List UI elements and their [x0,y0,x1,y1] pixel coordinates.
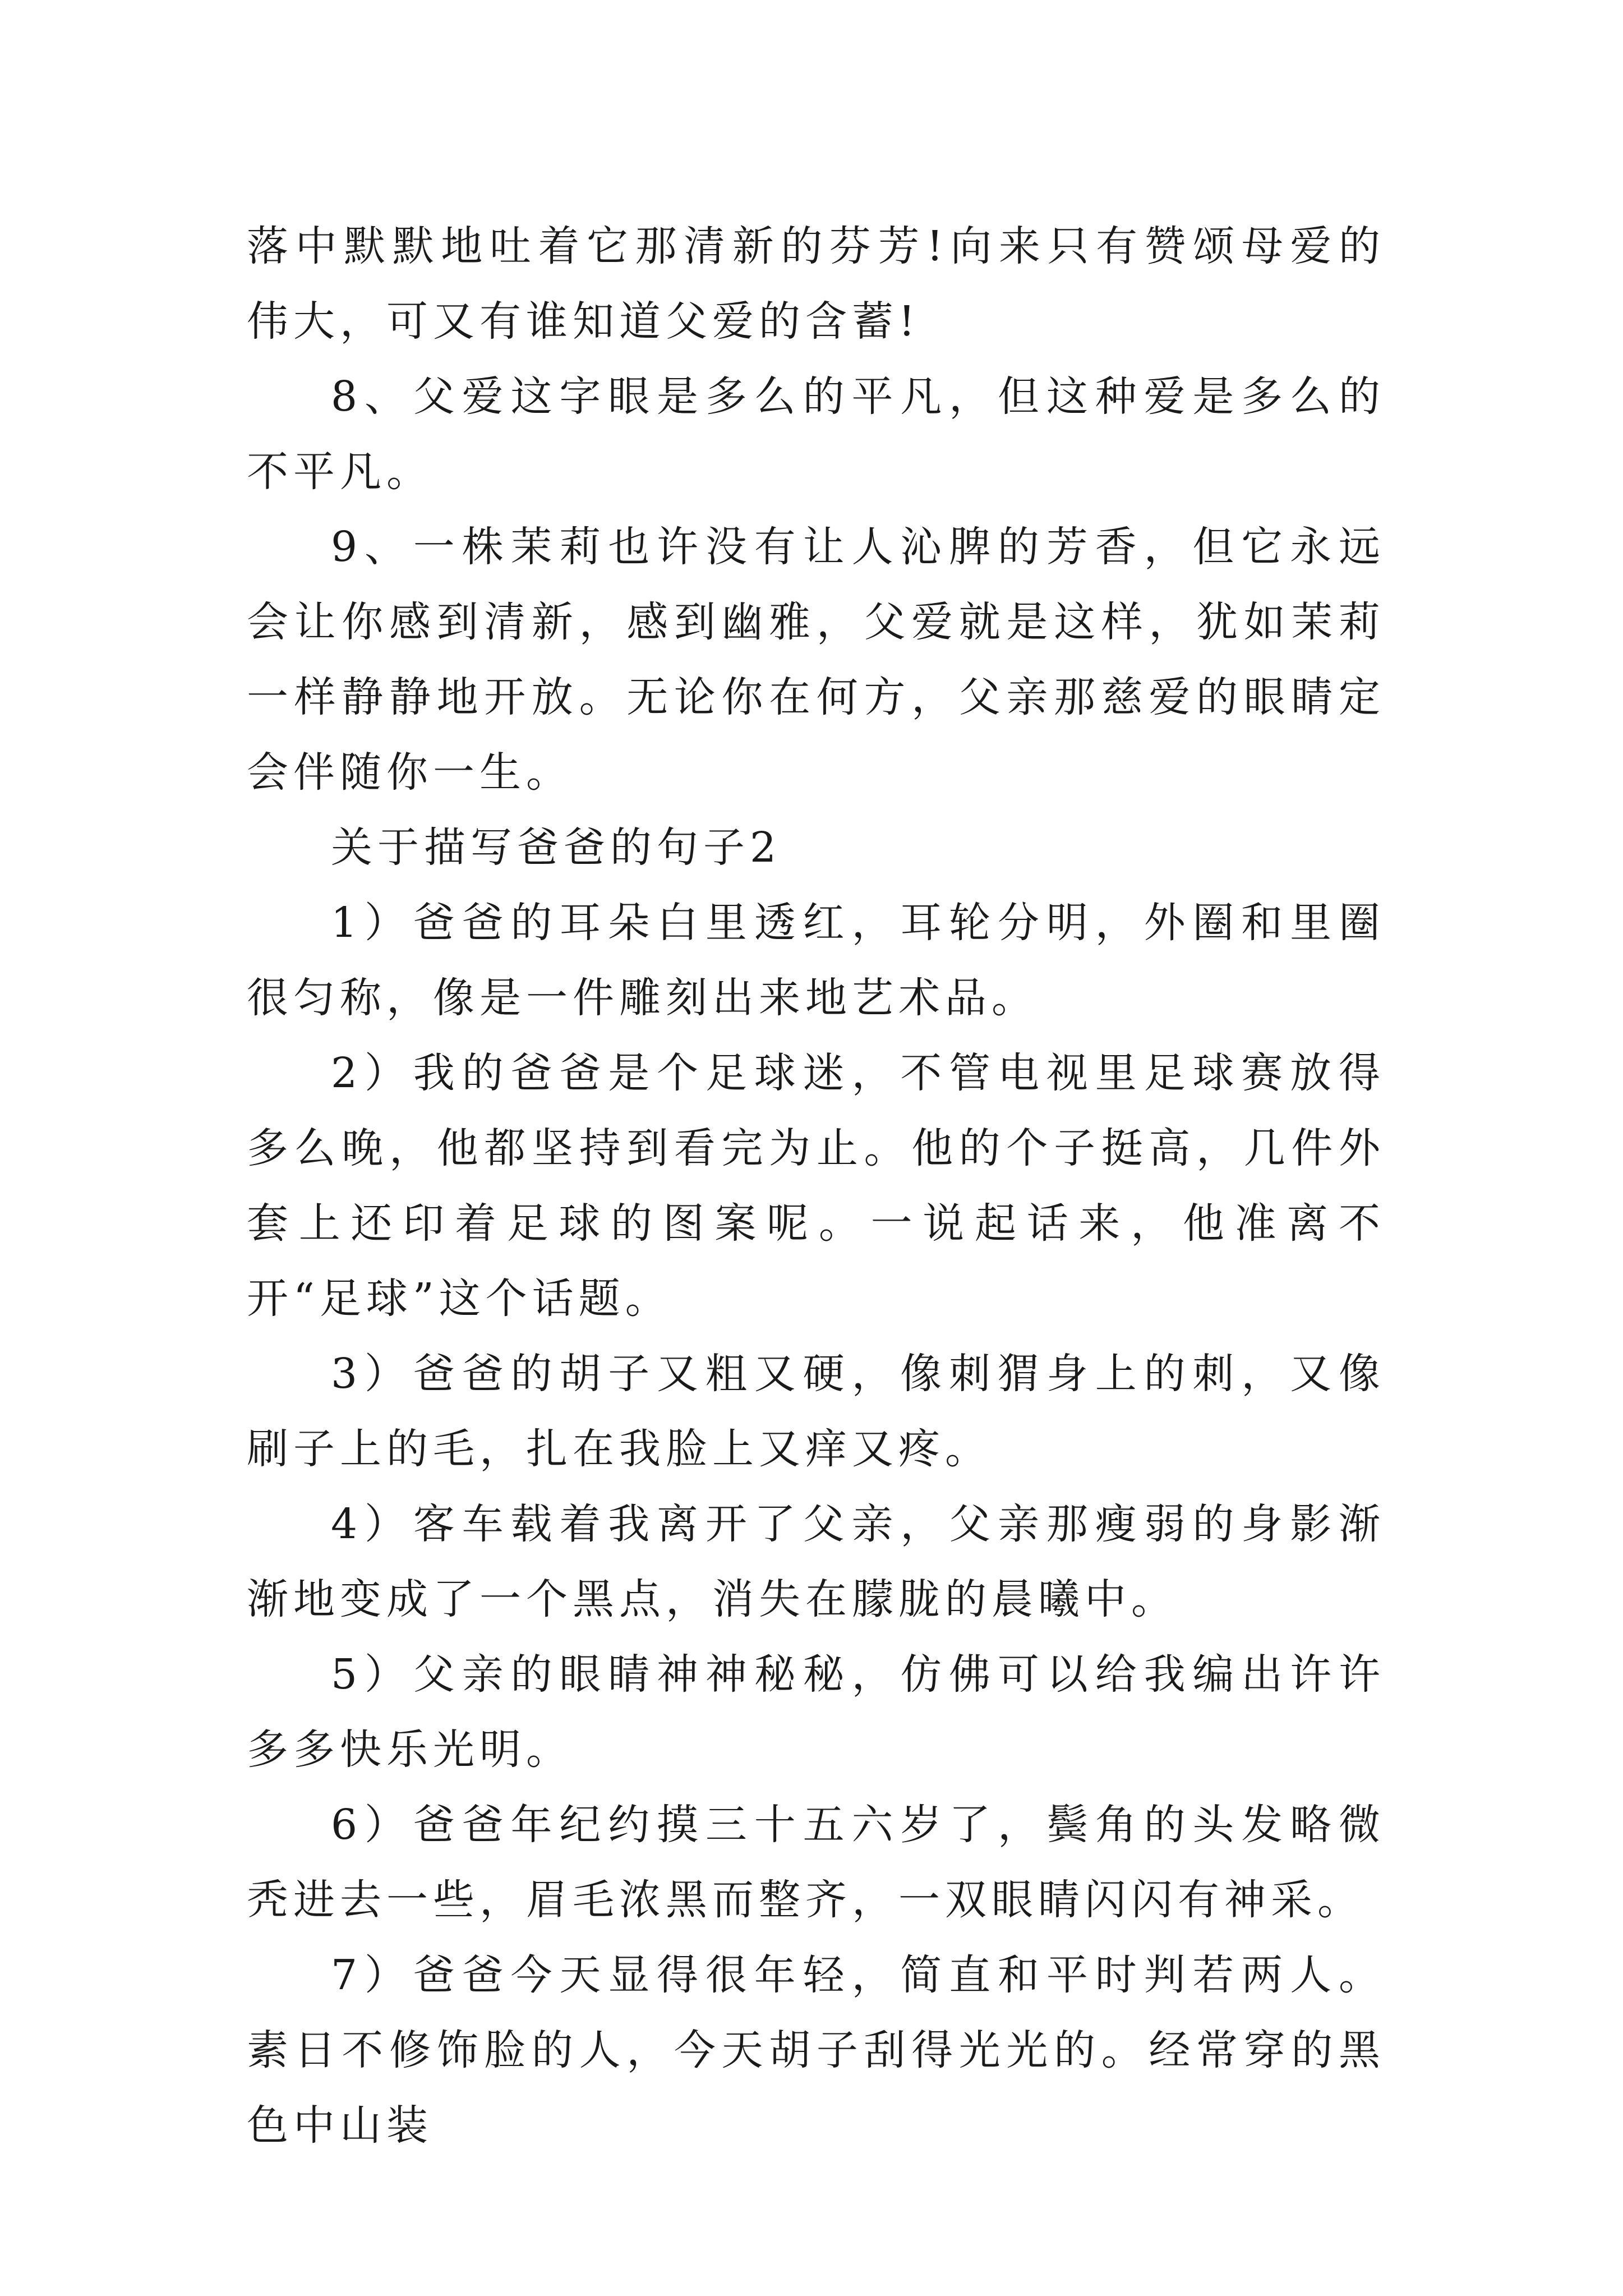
paragraph-item-9: 9、一株茉莉也许没有让人沁脾的芳香，但它永远会让你感到清新，感到幽雅，父爱就是这样，犹如茉莉一样静静地开放。无论你在何方，父亲那慈爱的眼睛定会伴随你一生。 [247,523,1385,797]
paragraph-sentence-6: 6）爸爸年纪约摸三十五六岁了，鬓角的头发略微秃进去一些，眉毛浓黑而整齐，一双眼睛闪闪有神采。 [247,1801,1385,1924]
paragraph-sentence-1: 1）爸爸的耳朵白里透红，耳轮分明，外圈和里圈很匀称，像是一件雕刻出来地艺术品。 [247,899,1385,1022]
paragraph-continuation: 落中默默地吐着它那清新的芬芳!向来只有赞颂母爱的伟大，可又有谁知道父爱的含蓄! [247,222,1385,346]
paragraph-item-8: 8、父爱这字眼是多么的平凡，但这种爱是多么的不平凡。 [247,372,1385,496]
paragraph-sentence-3: 3）爸爸的胡子又粗又硬，像刺猬身上的刺，又像刷子上的毛，扎在我脸上又痒又疼。 [247,1350,1385,1473]
section-heading: 关于描写爸爸的句子2 [331,823,782,872]
paragraph-sentence-5: 5）父亲的眼睛神神秘秘，仿佛可以给我编出许许多多快乐光明。 [247,1650,1385,1774]
paragraph-sentence-2: 2）我的爸爸是个足球迷，不管电视里足球赛放得多么晚，他都坚持到看完为止。他的个子挺高，几件外套上还印着足球的图案呢。一说起话来，他准离不开“足球”这个话题。 [247,1049,1385,1323]
paragraph-sentence-7: 7）爸爸今天显得很年轻，简直和平时判若两人。素日不修饰脸的人，今天胡子刮得光光的。经常穿的黑色中山装 [247,1951,1385,2150]
document-body [247,209,1385,2163]
paragraph-sentence-4: 4）客车载着我离开了父亲，父亲那瘦弱的身影渐渐地变成了一个黑点，消失在朦胧的晨曦中。 [247,1500,1385,1623]
